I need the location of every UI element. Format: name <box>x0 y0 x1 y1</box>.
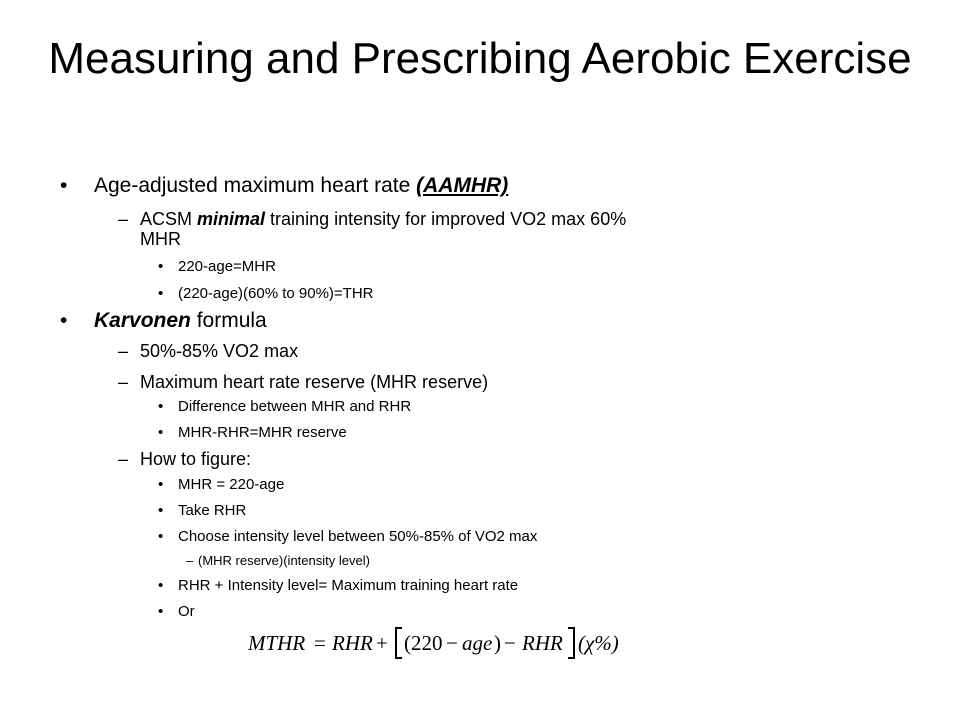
bullet: • <box>158 424 164 441</box>
formula-minus-2: − <box>504 631 516 655</box>
figure-item-3: Choose intensity level between 50%-85% of VO2 max <box>178 528 538 545</box>
aamhr-item-1: 220-age=MHR <box>178 258 276 275</box>
karvonen-post: formula <box>190 309 267 332</box>
bullet: • <box>158 476 164 493</box>
figure-sub: (MHR reserve)(intensity level) <box>198 553 370 568</box>
formula-age: age <box>462 631 493 655</box>
bullet: • <box>158 577 164 594</box>
formula-lhs: MTHR <box>248 631 306 655</box>
formula-bracket-right <box>568 628 574 658</box>
aamhr-text: Age-adjusted maximum heart rate <box>94 174 417 197</box>
figure-item-5: Or <box>178 603 195 620</box>
vo2-range: 50%-85% VO2 max <box>140 341 299 361</box>
reserve-heading: Maximum heart rate reserve (MHR reserve) <box>140 372 489 392</box>
bullet: • <box>158 285 164 302</box>
bullet: • <box>158 502 164 519</box>
dash: – <box>118 341 129 361</box>
bullet: • <box>158 528 164 545</box>
mthr-formula <box>244 622 644 662</box>
dash: – <box>118 372 129 392</box>
formula-close-paren: ) <box>494 631 501 655</box>
formula-rhr: RHR <box>332 631 373 655</box>
acsm-line-cont: MHR <box>140 229 181 249</box>
aamhr-heading <box>94 174 508 198</box>
acsm-pre: ACSM <box>140 209 198 229</box>
reserve-item-2: MHR-RHR=MHR reserve <box>178 424 347 441</box>
karvonen-emph: Karvonen <box>94 309 191 332</box>
bullet: • <box>60 309 68 332</box>
reserve-item-1: Difference between MHR and RHR <box>178 398 412 415</box>
bullet: • <box>158 258 164 275</box>
formula-plus: + <box>376 631 388 655</box>
aamhr-abbr: (AAMHR) <box>416 174 509 197</box>
bullet: • <box>158 398 164 415</box>
figure-item-2: Take RHR <box>178 502 247 519</box>
figure-heading: How to figure: <box>140 449 252 469</box>
acsm-line <box>140 209 626 229</box>
figure-item-1: MHR = 220-age <box>178 476 285 493</box>
acsm-post: training intensity for improved VO2 max 60% <box>265 209 627 229</box>
dash: – <box>118 209 129 229</box>
figure-item-4: RHR + Intensity level= Maximum training heart rate <box>178 577 519 594</box>
dash: – <box>118 449 129 469</box>
slide-title: Measuring and Prescribing Aerobic Exercise <box>48 34 912 83</box>
formula-eq: = <box>314 631 326 655</box>
formula-minus-1: − <box>446 631 458 655</box>
formula-bracket-left <box>396 628 402 658</box>
karvonen-heading <box>94 309 267 333</box>
bullet: • <box>158 603 164 620</box>
aamhr-item-2: (220-age)(60% to 90%)=THR <box>178 285 374 302</box>
bullet: • <box>60 174 68 197</box>
dash: – <box>186 553 194 568</box>
formula-factor: (χ%) <box>578 631 619 655</box>
acsm-emph: minimal <box>197 209 266 229</box>
formula-open: (220 <box>404 631 443 655</box>
formula-rhr-2: RHR <box>522 631 563 655</box>
